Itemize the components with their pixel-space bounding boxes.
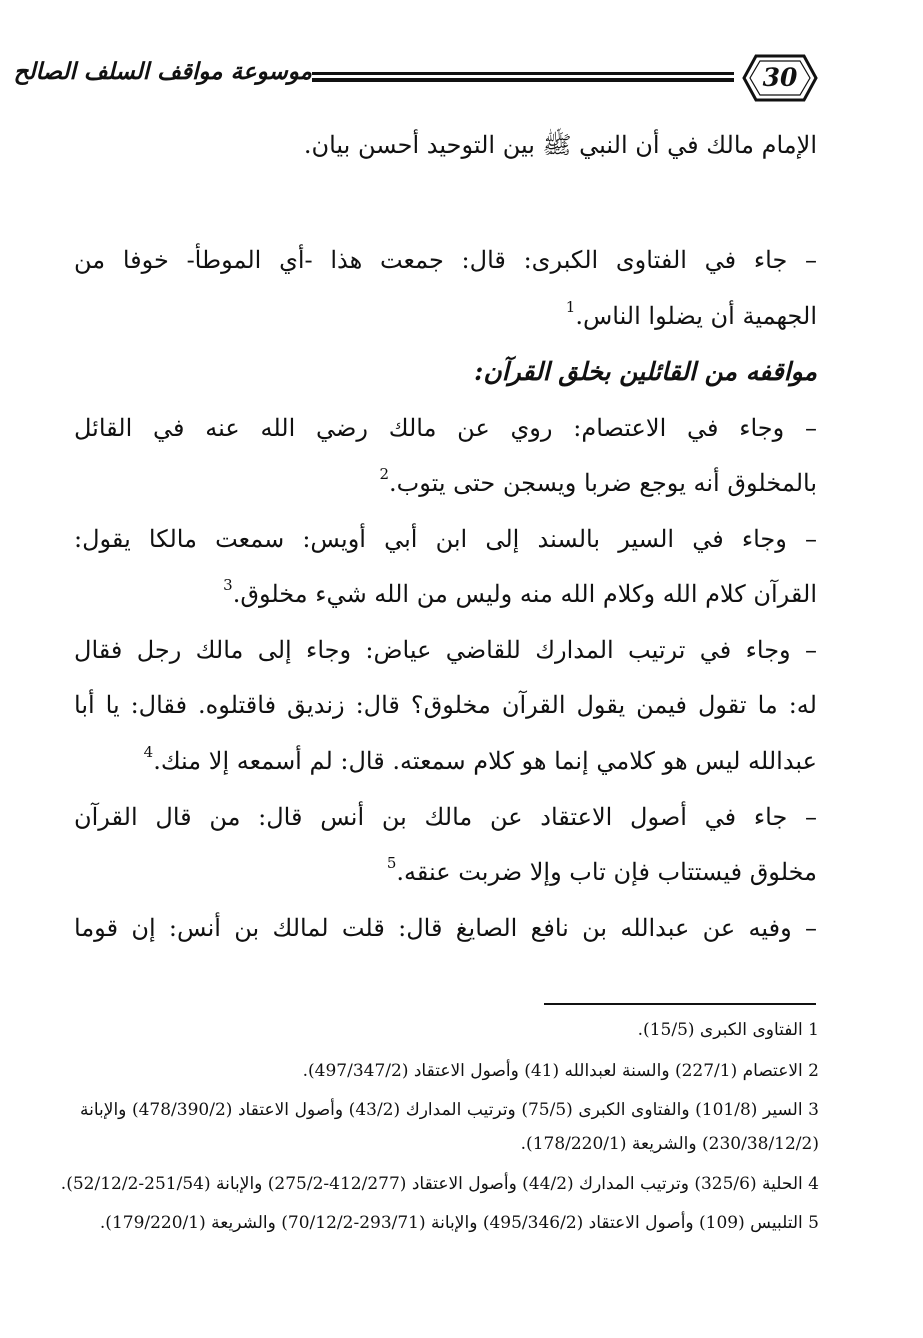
text-line: مخلوق فيستتاب فإن تاب وإلا ضربت عنقه.$^5$ — [386, 854, 817, 886]
text-line: – وجاء في الاعتصام: روي عن مالك رضي الله عنه في القائل — [74, 414, 817, 442]
text-line: – وجاء في ترتيب المدارك للقاضي عياض: وجاء إلى مالك رجل فقال — [74, 636, 817, 664]
page-number: 30 — [762, 63, 798, 92]
footnote: 3 السير (101/8) والفتاوى الكبرى (75/5) وترتيب المدارك (43/2) وأصول الاعتقاد (478/390/2) والإبانة — [80, 1100, 819, 1120]
footnote-ref: 3 — [223, 576, 233, 594]
footnote-ref: 5 — [386, 854, 397, 872]
text-line: الإمام مالك في أن النبي ﷺ بين التوحيد أحسن بيان. — [303, 131, 817, 159]
footnote: 2 الاعتصام (227/1) والسنة لعبدالله (41) وأصول الاعتقاد (497/347/2). — [302, 1061, 819, 1081]
footnote-separator — [544, 1003, 816, 1005]
footnote: (230/38/12/2) والشريعة (178/220/1). — [520, 1134, 819, 1154]
footnote: 5 التلبيس (109) وأصول الاعتقاد (495/346/2) والإبانة (293/71-70/12/2) والشريعة (179/220/1). — [99, 1213, 819, 1233]
footnote-ref: 2 — [379, 465, 389, 483]
text-line: الجهمية أن يضلوا الناس.$^1$ — [565, 298, 817, 330]
text-line: – وفيه عن عبدالله بن نافع الصايغ قال: قلت لمالك بن أنس: إن قوما — [74, 914, 817, 942]
footnote-ref: 4 — [143, 743, 154, 761]
text-line: عبدالله ليس هو كلامي إنما هو كلام سمعته. قال: لم أسمعه إلا منك.$^4$ — [143, 743, 817, 775]
footnote: 1 الفتاوى الكبرى (15/5). — [637, 1020, 819, 1040]
text-line: – جاء في أصول الاعتقاد عن مالك بن أنس قال: من قال القرآن — [74, 803, 817, 831]
text-line: بالمخلوق أنه يوجع ضربا ويسجن حتى يتوب.$^2$ — [379, 465, 817, 497]
page-header — [13, 52, 818, 124]
footnote: 4 الحلية (325/6) وترتيب المدارك (44/2) وأصول الاعتقاد (412/277-275/2) والإبانة (251/54-52/12/2). — [60, 1174, 819, 1194]
text-line: – وجاء في السير بالسند إلى ابن أبي أويس: سمعت مالكا يقول: — [74, 525, 817, 553]
text-line: له: ما تقول فيمن يقول القرآن مخلوق؟ قال: زنديق فاقتلوه. فقال: يا أبا — [74, 691, 817, 719]
text-line: – جاء في الفتاوى الكبرى: قال: جمعت هذا -أي الموطأ- خوفا من — [74, 246, 817, 274]
text-line: القرآن كلام الله وكلام الله منه وليس من الله شيء مخلوق.$^3$ — [223, 576, 817, 608]
footnote-ref: 1 — [565, 298, 576, 316]
series-title: موسوعة مواقف السلف الصالح — [13, 58, 312, 85]
header-double-rule — [312, 72, 734, 83]
section-heading: مواقفه من القائلين بخلق القرآن: — [474, 357, 817, 386]
